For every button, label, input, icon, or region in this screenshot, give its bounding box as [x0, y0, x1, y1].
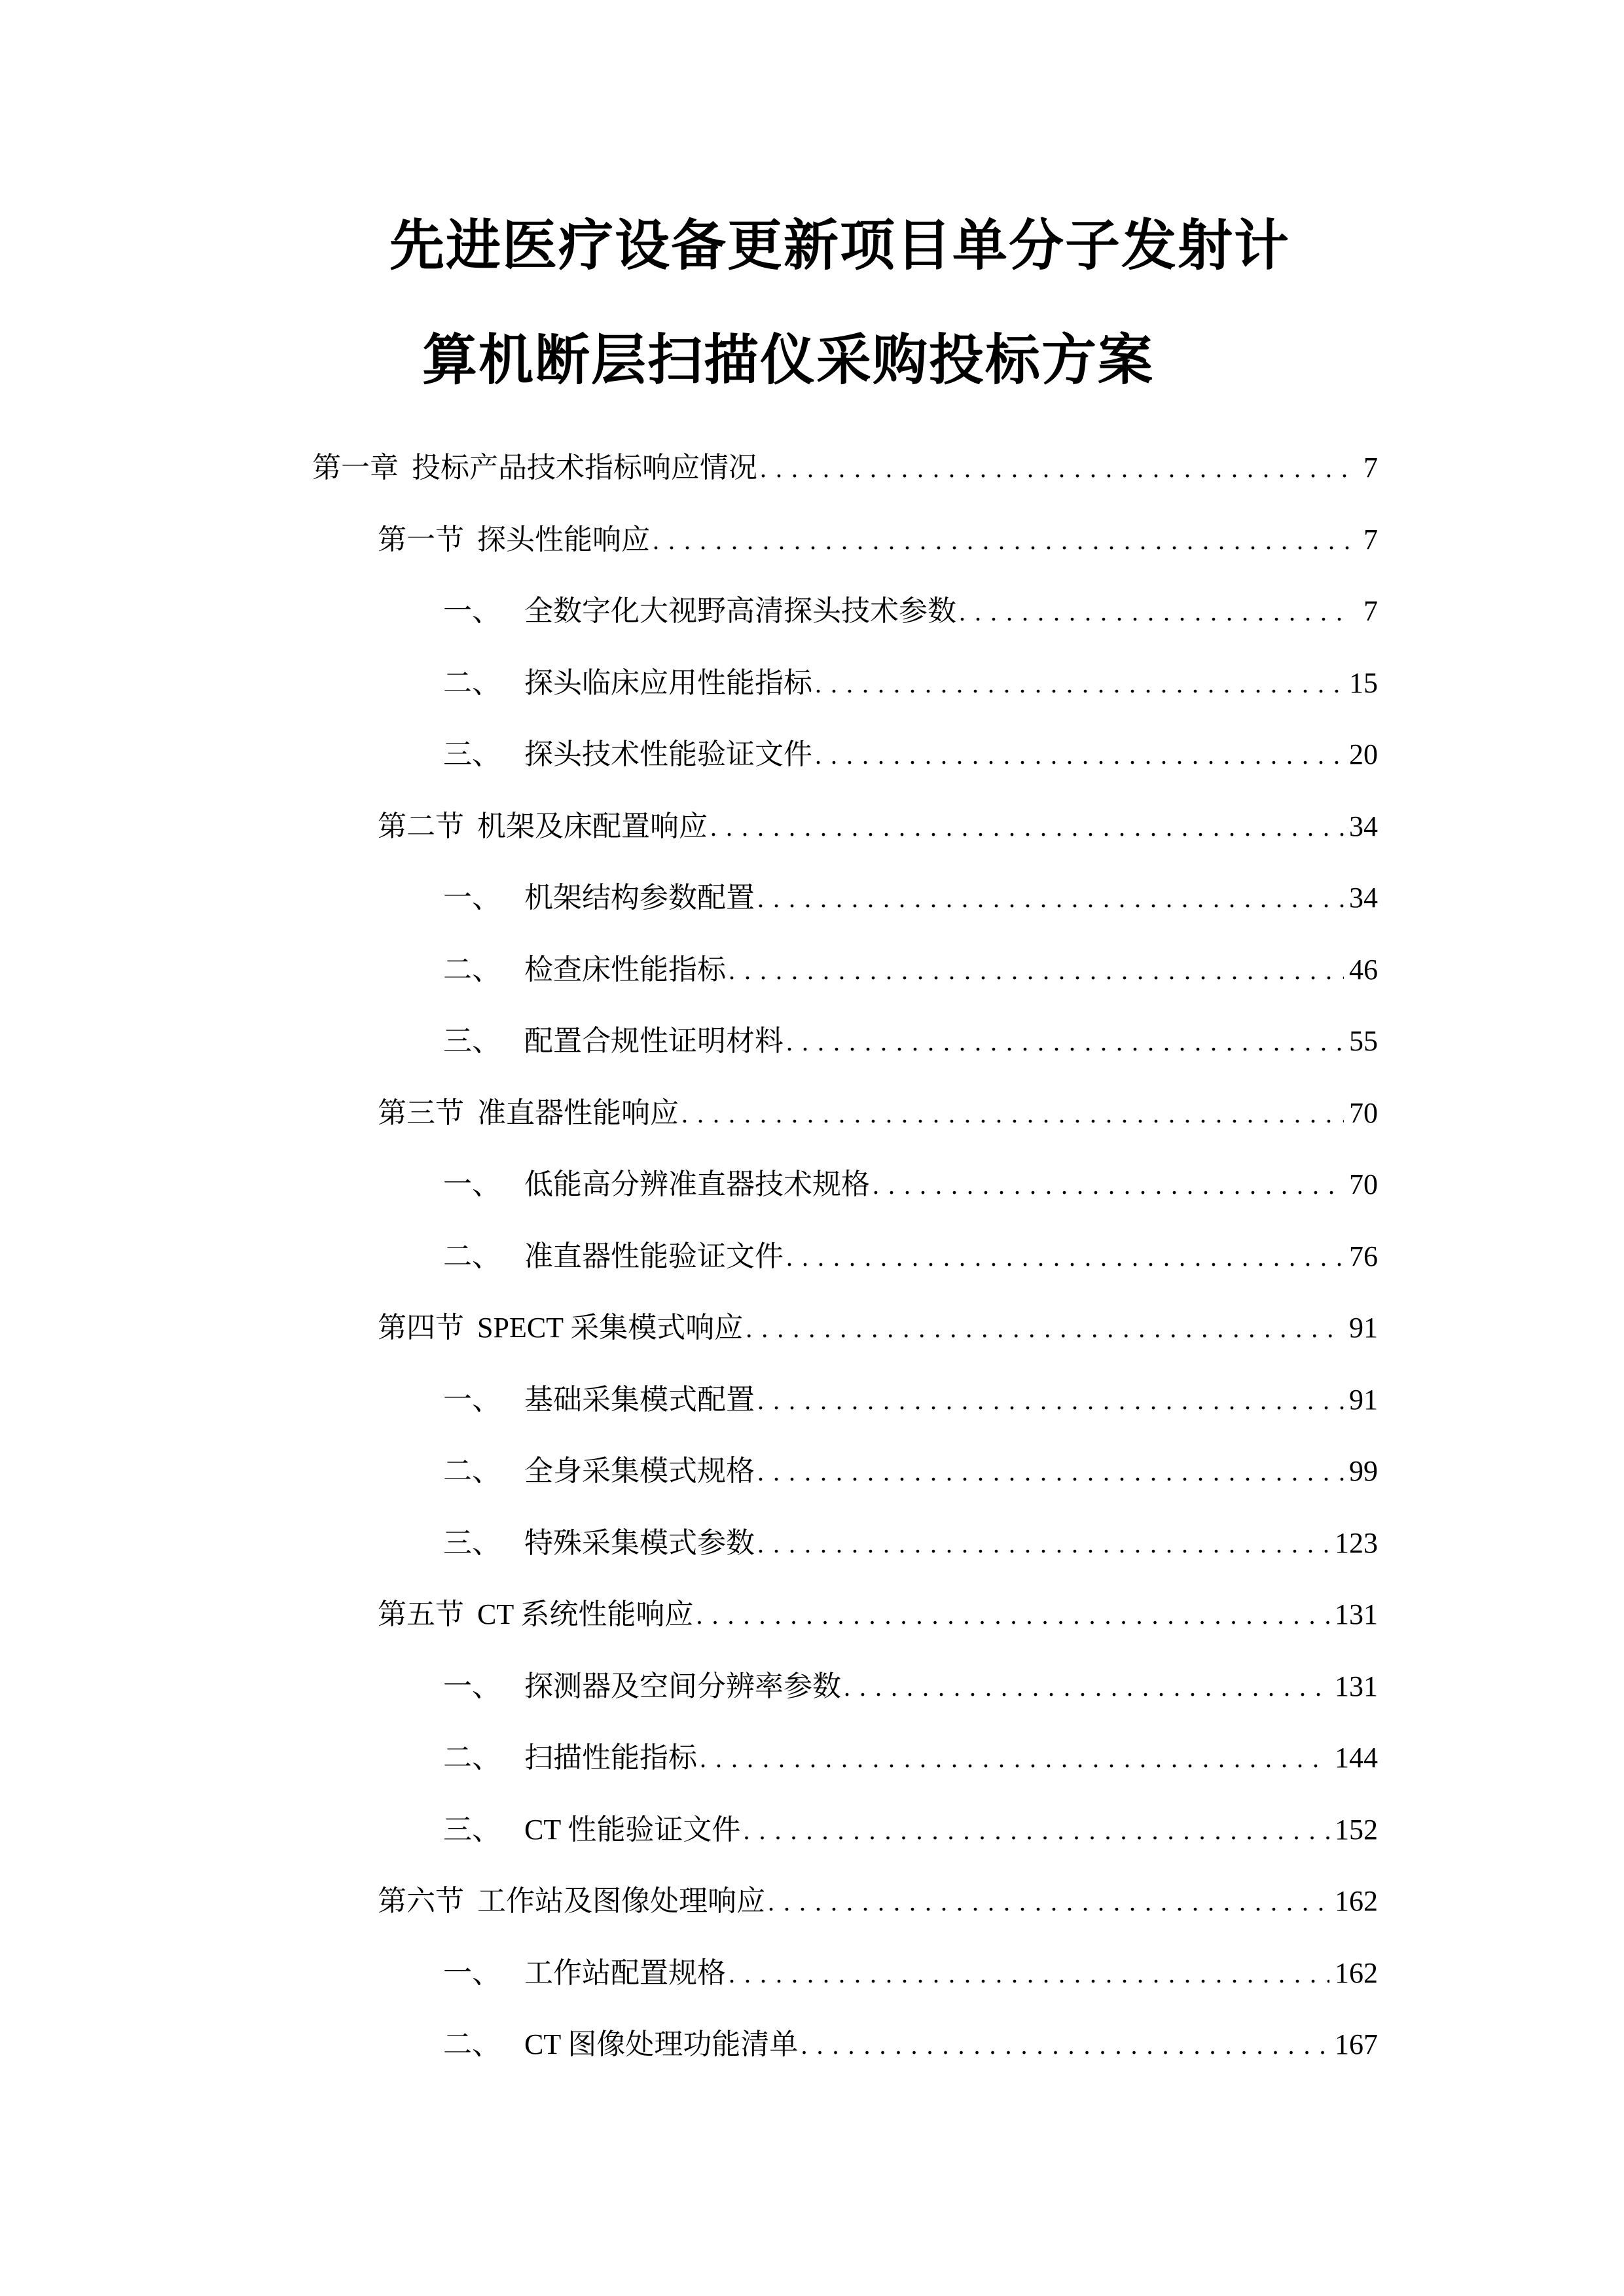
toc-entry-label [443, 1237, 784, 1276]
toc-entry-label [378, 1595, 693, 1634]
toc-page-number: 91 [1349, 1312, 1378, 1344]
toc-entry-number: 一、 [443, 882, 501, 914]
toc-entry-number: 一、 [443, 1670, 501, 1702]
toc-dot-leader [757, 1524, 1329, 1564]
toc-entry-label [378, 1882, 765, 1921]
toc-dot-leader [700, 1739, 1329, 1778]
toc-entry-title: CT 系统性能响应 [477, 1598, 694, 1630]
toc-entry-sub[interactable] [443, 878, 1378, 918]
toc-page-number: 91 [1349, 1384, 1378, 1416]
toc-dot-leader [760, 449, 1353, 488]
toc-page-number: 7 [1363, 595, 1378, 627]
toc-entry-number: 一、 [443, 1168, 501, 1200]
toc-entry-sub[interactable] [443, 735, 1378, 774]
toc-entry-title: 基础采集模式配置 [524, 1384, 755, 1416]
toc-entry-sub[interactable] [443, 1954, 1378, 1993]
toc-entry-title: 低能高分辨准直器技术规格 [524, 1168, 870, 1200]
toc-entry-label [443, 1667, 841, 1706]
toc-entry-section[interactable] [378, 1308, 1378, 1348]
toc-entry-section[interactable] [378, 1595, 1378, 1634]
toc-entry-title: 探头临床应用性能指标 [524, 667, 812, 699]
toc-entry-sub[interactable] [443, 2025, 1378, 2064]
toc-entry-chapter[interactable] [312, 448, 1378, 488]
toc-page-number: 162 [1335, 1957, 1378, 1989]
toc-dot-leader [768, 1882, 1329, 1922]
toc-entry-title: 配置合规性证明材料 [524, 1025, 784, 1057]
toc-dot-leader [786, 1022, 1344, 1062]
toc-dot-leader [710, 808, 1344, 847]
toc-entry-number: 第一章 [312, 452, 399, 484]
toc-entry-title: 准直器性能响应 [477, 1097, 679, 1129]
toc-entry-sub[interactable] [443, 1452, 1378, 1491]
toc-entry-label [443, 950, 726, 990]
toc-page-number: 70 [1349, 1168, 1378, 1200]
toc-dot-leader [729, 951, 1344, 990]
toc-entry-number: 二、 [443, 954, 501, 986]
toc-page-number: 7 [1363, 452, 1378, 484]
toc-entry-title: 准直器性能验证文件 [524, 1240, 784, 1272]
toc-entry-label [443, 1452, 755, 1491]
toc-dot-leader [801, 2026, 1329, 2065]
toc-entry-title: 检查床性能指标 [524, 954, 726, 986]
toc-dot-leader [873, 1166, 1344, 1205]
toc-entry-number: 二、 [443, 1455, 501, 1487]
toc-entry-label [443, 1165, 870, 1204]
toc-dot-leader [757, 879, 1344, 918]
toc-page-number: 34 [1349, 810, 1378, 842]
toc-entry-title: 扫描性能指标 [524, 1742, 697, 1774]
toc-page-number: 76 [1349, 1240, 1378, 1272]
toc-entry-sub[interactable] [443, 592, 1378, 631]
toc-entry-title: 探头技术性能验证文件 [524, 738, 812, 770]
toc-dot-leader [757, 1381, 1344, 1420]
document-title-line-2: 算机断层扫描仪采购投标方案 [422, 328, 1155, 392]
toc-entry-sub[interactable] [443, 1810, 1378, 1850]
toc-entry-number: 一、 [443, 595, 501, 627]
toc-entry-title: 投标产品技术指标响应情况 [412, 452, 757, 484]
toc-entry-label [443, 664, 812, 703]
toc-entry-label [443, 735, 812, 774]
toc-entry-number: 二、 [443, 1240, 501, 1272]
toc-entry-number: 二、 [443, 667, 501, 699]
toc-entry-label [443, 1524, 755, 1563]
toc-dot-leader [815, 664, 1344, 704]
toc-entry-number: 第一节 [378, 524, 464, 556]
toc-entry-title: 工作站配置规格 [524, 1957, 726, 1989]
toc-entry-label [443, 1022, 784, 1061]
toc-dot-leader [681, 1094, 1344, 1134]
toc-entry-sub[interactable] [443, 1380, 1378, 1420]
toc-entry-sub[interactable] [443, 1738, 1378, 1778]
toc-entry-label [443, 2025, 798, 2064]
toc-dot-leader [815, 736, 1344, 775]
toc-entry-label [312, 448, 757, 488]
toc-dot-leader [696, 1596, 1329, 1635]
toc-entry-title: 探测器及空间分辨率参数 [524, 1670, 841, 1702]
toc-entry-number: 第二节 [378, 810, 464, 842]
toc-entry-sub[interactable] [443, 950, 1378, 990]
toc-page-number: 34 [1349, 882, 1378, 914]
toc-page-number: 131 [1335, 1670, 1378, 1702]
toc-entry-title: 全身采集模式规格 [524, 1455, 755, 1487]
toc-entry-label [443, 1810, 740, 1850]
toc-entry-label [443, 592, 956, 631]
toc-page-number: 152 [1335, 1814, 1378, 1846]
toc-entry-number: 三、 [443, 738, 501, 770]
document-title-line-1: 先进医疗设备更新项目单分子发射计 [389, 213, 1291, 278]
toc-entry-sub[interactable] [443, 1165, 1378, 1204]
toc-dot-leader [746, 1309, 1344, 1348]
toc-entry-sub[interactable] [443, 1667, 1378, 1706]
toc-entry-label [378, 1094, 679, 1133]
toc-page-number: 55 [1349, 1025, 1378, 1057]
toc-entry-label [378, 520, 650, 560]
toc-dot-leader [844, 1668, 1329, 1707]
toc-entry-label [378, 1308, 743, 1348]
toc-entry-sub[interactable] [443, 664, 1378, 703]
toc-page-number: 99 [1349, 1455, 1378, 1487]
toc-entry-label [378, 807, 708, 846]
toc-dot-leader [959, 592, 1353, 632]
toc-entry-label [443, 1738, 697, 1778]
toc-page-number: 162 [1335, 1885, 1378, 1917]
toc-entry-sub[interactable] [443, 1237, 1378, 1276]
toc-dot-leader [729, 1954, 1329, 1994]
toc-entry-label [443, 1380, 755, 1420]
toc-dot-leader [757, 1452, 1344, 1492]
toc-entry-sub[interactable] [443, 1524, 1378, 1563]
toc-page-number: 131 [1335, 1598, 1378, 1630]
toc-entry-title: SPECT 采集模式响应 [477, 1312, 744, 1344]
toc-entry-title: 探头性能响应 [477, 524, 650, 556]
toc-page-number: 20 [1349, 738, 1378, 770]
toc-entry-title: CT 性能验证文件 [524, 1814, 741, 1846]
toc-entry-number: 三、 [443, 1527, 501, 1559]
toc-entry-title: 全数字化大视野高清探头技术参数 [524, 595, 956, 627]
toc-entry-number: 第四节 [378, 1312, 464, 1344]
toc-entry-title: 特殊采集模式参数 [524, 1527, 755, 1559]
toc-page-number: 144 [1335, 1742, 1378, 1774]
toc-dot-leader [786, 1238, 1344, 1277]
toc-entry-section[interactable] [378, 1094, 1378, 1133]
toc-entry-section[interactable] [378, 807, 1378, 846]
toc-entry-label [443, 1954, 726, 1993]
toc-dot-leader [743, 1811, 1329, 1850]
toc-entry-section[interactable] [378, 1882, 1378, 1921]
toc-page-number: 123 [1335, 1527, 1378, 1559]
toc-page-number: 15 [1349, 667, 1378, 699]
toc-entry-sub[interactable] [443, 1022, 1378, 1061]
toc-entry-title: CT 图像处理功能清单 [524, 2028, 799, 2060]
toc-entry-title: 工作站及图像处理响应 [477, 1885, 765, 1917]
toc-page-number: 70 [1349, 1097, 1378, 1129]
toc-entry-title: 机架及床配置响应 [477, 810, 708, 842]
toc-entry-number: 一、 [443, 1957, 501, 1989]
toc-entry-number: 二、 [443, 1742, 501, 1774]
toc-entry-title: 机架结构参数配置 [524, 882, 755, 914]
toc-page-number: 7 [1363, 524, 1378, 556]
toc-entry-label [443, 878, 755, 918]
toc-page-number: 167 [1335, 2028, 1378, 2060]
toc-entry-number: 第三节 [378, 1097, 464, 1129]
toc-dot-leader [653, 521, 1353, 560]
toc-entry-number: 一、 [443, 1384, 501, 1416]
toc-entry-number: 二、 [443, 2028, 501, 2060]
toc-entry-number: 第五节 [378, 1598, 464, 1630]
toc-entry-number: 第六节 [378, 1885, 464, 1917]
toc-entry-section[interactable] [378, 520, 1378, 560]
toc-entry-number: 三、 [443, 1814, 501, 1846]
toc-entry-number: 三、 [443, 1025, 501, 1057]
toc-page-number: 46 [1349, 954, 1378, 986]
